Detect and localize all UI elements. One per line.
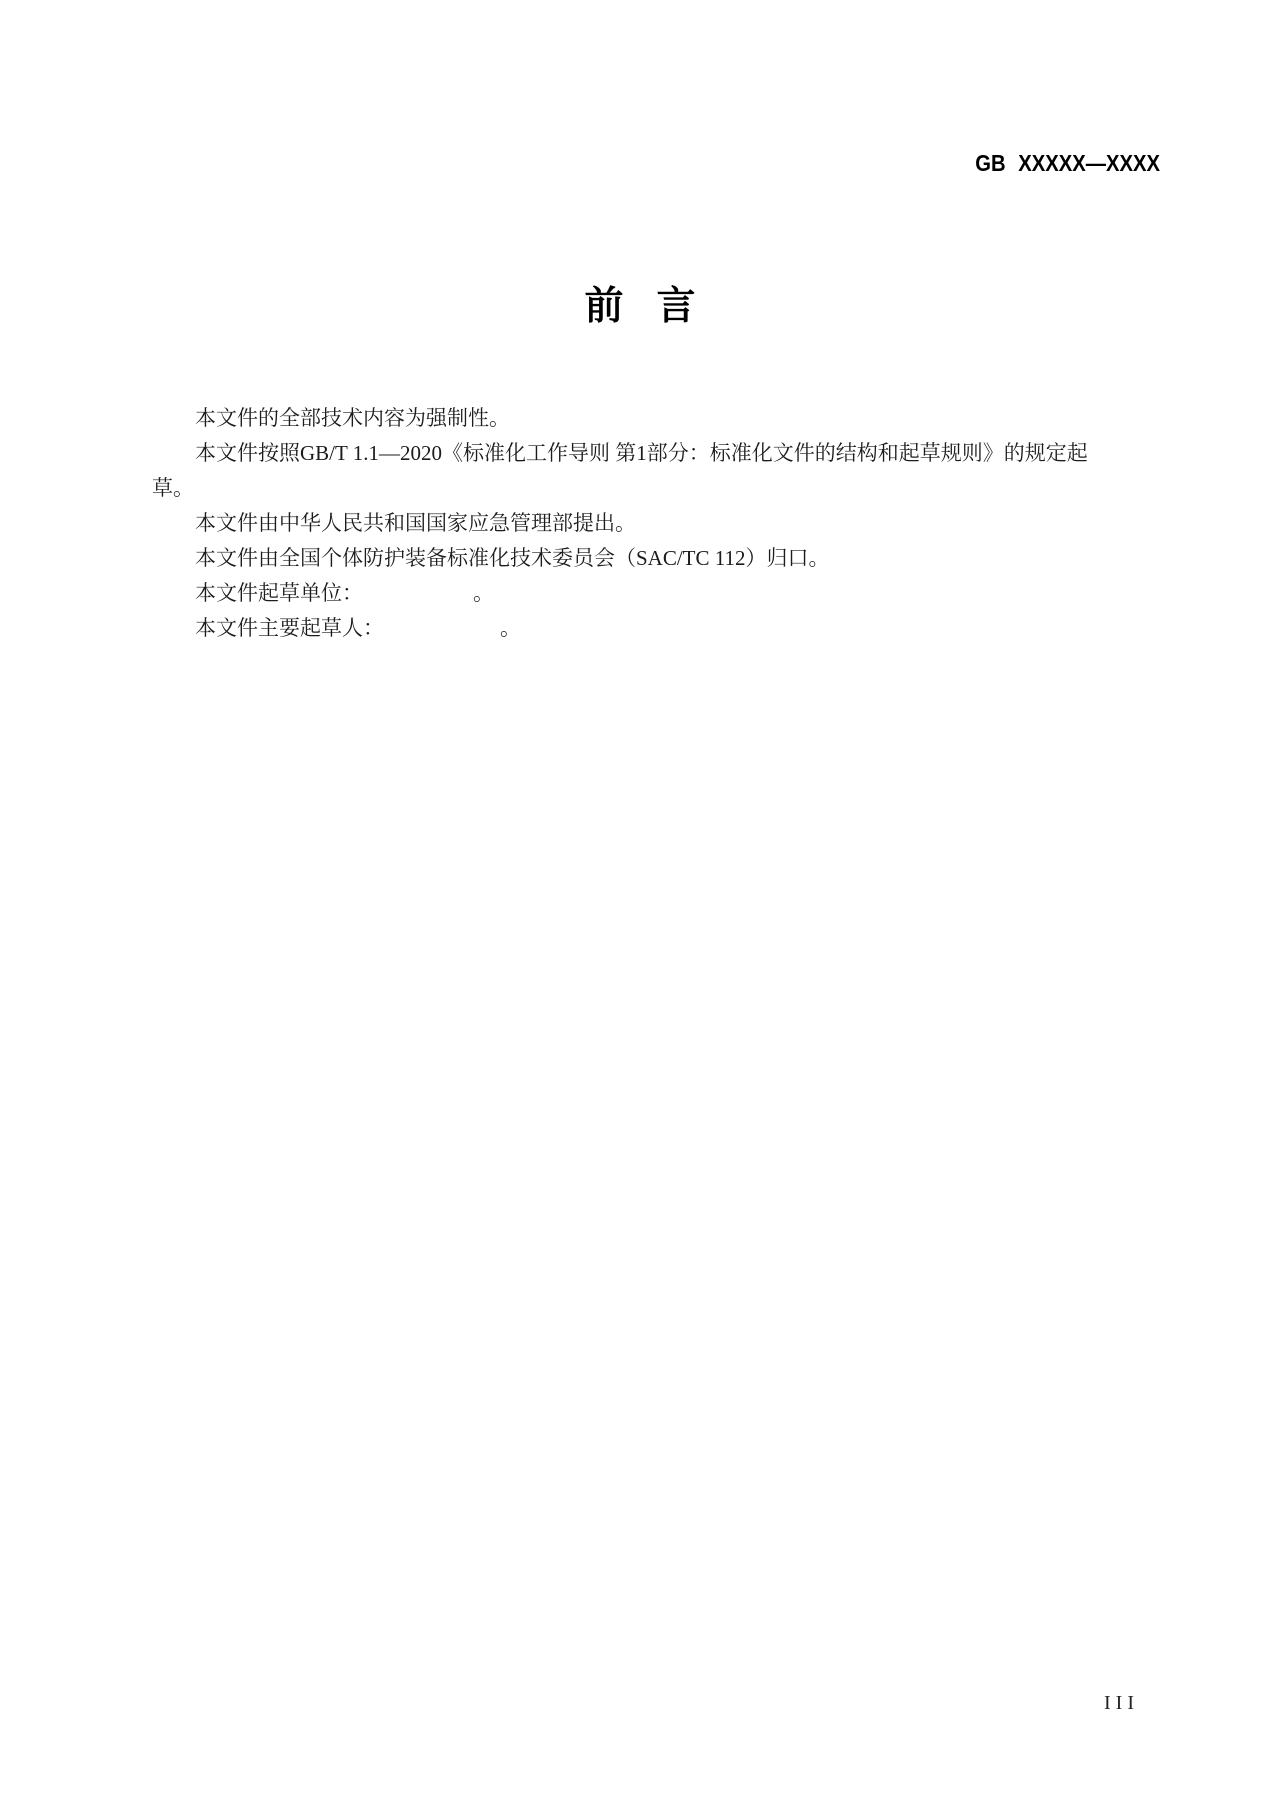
paragraph-line <box>152 611 1162 646</box>
foreword-body <box>152 401 1162 646</box>
paragraph-line: 本文件的全部技术内容为强制性。 <box>195 406 510 430</box>
foreword-title <box>0 284 1280 330</box>
paragraph-line <box>152 576 1162 611</box>
line-text: 本文件主要起草人： <box>195 616 384 640</box>
standard-code-header: GB XXXXX—XXXX <box>975 150 1160 176</box>
page-number: III <box>1104 1692 1139 1714</box>
blank-space <box>384 634 500 635</box>
paragraph-line: 本文件由中华人民共和国国家应急管理部提出。 <box>195 511 636 535</box>
foreword-title-char: 言 <box>656 285 696 328</box>
blank-space <box>363 599 473 600</box>
line-text: 本文件起草单位： <box>195 581 363 605</box>
paragraph-line: 草。 <box>152 476 194 500</box>
foreword-title-char: 前 <box>584 285 624 328</box>
line-text: 。 <box>473 581 494 605</box>
line-text: 。 <box>500 616 521 640</box>
paragraph-line: 本文件按照GB/T 1.1—2020《标准化工作导则 第1部分：标准化文件的结构和起草规则》的规定起 <box>195 441 1088 465</box>
paragraph-line: 本文件由全国个体防护装备标准化技术委员会（SAC/TC 112）归口。 <box>195 546 830 570</box>
